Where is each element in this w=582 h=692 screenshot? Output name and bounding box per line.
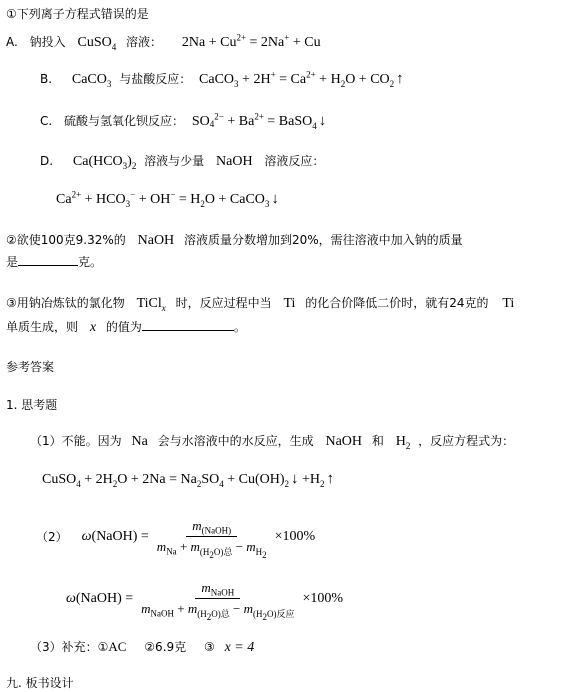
q1-title: ①下列离子方程式错误的是 xyxy=(6,7,149,21)
q1-option-a xyxy=(6,33,321,52)
option-d-text2: 溶液反应： xyxy=(264,154,325,168)
answer-1-h2: $H_2$ xyxy=(395,434,411,451)
option-d-label: D. xyxy=(40,154,54,168)
section-1-heading: 1. 思考题 xyxy=(6,398,58,412)
answer-1-na: Na xyxy=(131,434,148,449)
answer-1-equation: CuSO$_4$ + $2H_2O + 2Na = Na_2SO_4 + Cu(OH)_2$ ↓ $+H_2$ ↑ xyxy=(42,471,335,489)
option-a-equation: $2Na + Cu^{2+} = 2Na^+ + Cu$ xyxy=(181,32,321,50)
option-d-reagent2: NaOH xyxy=(216,154,253,169)
q3-text1: ③用钠冶炼钛的氯化物 xyxy=(6,296,125,310)
answer-2-label: （2） xyxy=(36,530,68,544)
option-b-reagent: CaCO$_3$ xyxy=(71,72,112,89)
q3-text6: 。 xyxy=(233,320,246,334)
option-a-label: A. xyxy=(6,35,18,49)
q3-text3: 的化合价降低二价时，就有24克的 xyxy=(305,296,489,310)
q3-ti: Ti xyxy=(283,296,296,311)
q3-line1 xyxy=(6,294,514,313)
option-b-equation: CaCO$_3$ + $2H^+ = Ca^{2+} + H_2O + CO_2$ ↑ xyxy=(199,69,404,89)
q3-text5: 的值为 xyxy=(105,320,142,334)
q3-ti2: Ti xyxy=(502,296,515,311)
answer-1-text4: ，反应方程式为： xyxy=(418,434,515,448)
answer-3-x: x = 4 xyxy=(224,640,255,655)
q2-text3: 是 xyxy=(6,255,19,269)
answer-1-line xyxy=(30,432,514,451)
q3-x: x xyxy=(89,320,97,335)
q3-text4: 单质生成，则 xyxy=(6,320,79,334)
option-b-text: 与盐酸反应： xyxy=(119,72,192,86)
section-9-heading: 九. 板书设计 xyxy=(6,676,74,690)
answer-3-line xyxy=(30,638,254,657)
answer-3-label: （3）补充：① xyxy=(30,640,109,654)
q2-line1 xyxy=(6,231,463,250)
q1-option-b xyxy=(40,70,404,89)
option-c-equation: $SO_4^{2-} + Ba^{2+}$ = BaSO$_4$ ↓ xyxy=(191,111,327,131)
q3-answer-blank[interactable] xyxy=(142,318,234,331)
option-a-text2: 溶液： xyxy=(126,35,163,49)
answer-3-ac: AC xyxy=(108,639,127,654)
q2-answer-blank[interactable] xyxy=(18,253,78,266)
q2-text2: 溶液质量分数增加到20%，需往溶液中加入钠的质量 xyxy=(184,233,463,247)
answer-1-naoh: NaOH xyxy=(325,434,363,449)
option-d-text: 溶液与少量 xyxy=(144,154,205,168)
answer-2-formula-2: ω(NaOH) = $\frac{m_{NaOH}}{m_{NaOH} + m_{(H_2O)总} - m_{(H_2O)反应}}$ ×100% xyxy=(66,580,344,622)
q3-reagent: TiCl$_x$ xyxy=(136,296,166,313)
option-c-text: 硫酸与氢氧化钡反应： xyxy=(64,114,185,128)
q2-reagent: NaOH xyxy=(137,233,175,248)
option-a-text: 钠投入 xyxy=(29,35,66,49)
q1-option-d xyxy=(40,152,324,171)
q3-text2: 时，反应过程中当 xyxy=(175,296,272,310)
answer-2-formula-1: （2） ω(NaOH) = $\frac{m_{(NaOH)}}{m_{Na} + m_{(H_2O)总} - m_{H_2}}$ ×100% xyxy=(36,518,316,560)
answers-title: 参考答案 xyxy=(6,360,55,374)
answer-1-text1: （1）不能。因为 xyxy=(30,434,122,448)
q2-text1: ②欲使100克9.32%的 xyxy=(6,233,126,247)
q1-option-c xyxy=(40,112,326,131)
q2-line2 xyxy=(6,253,102,271)
option-c-label: C. xyxy=(40,114,53,128)
option-b-label: B. xyxy=(40,72,53,86)
option-a-reagent: CuSO$_4$ xyxy=(77,35,117,52)
q3-line2 xyxy=(6,318,246,337)
option-d-equation: $Ca^{2+} + HCO_3^- + OH^- = H_2O$ + CaCO$_3$ ↓ xyxy=(56,189,279,209)
answer-1-text3: 和 xyxy=(371,434,384,448)
answer-3-mass: ②6.9克 xyxy=(144,640,187,654)
answer-3-num: ③ xyxy=(203,640,215,654)
q2-text4: 克。 xyxy=(78,255,103,269)
answer-1-text2: 会与水溶液中的水反应，生成 xyxy=(157,434,314,448)
option-d-reagent: $Ca(HCO_3)_2$ xyxy=(72,154,137,171)
